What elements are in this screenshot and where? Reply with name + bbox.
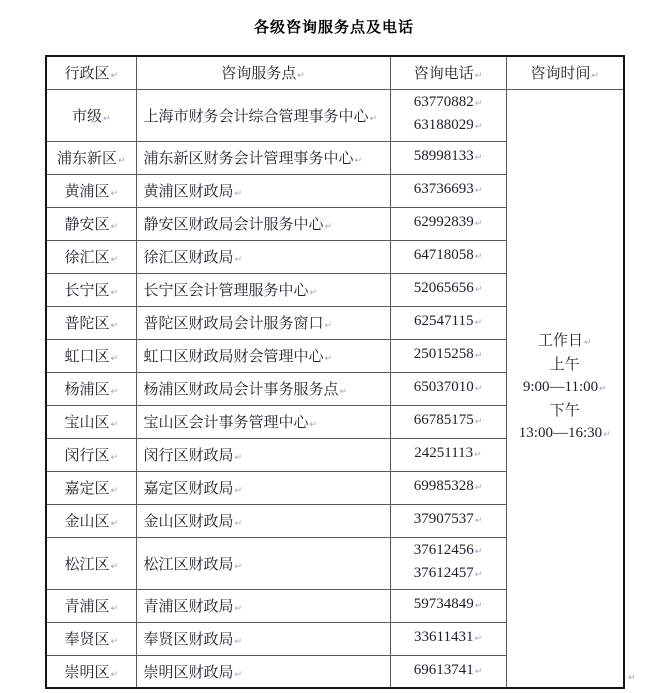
- phone-cell: [390, 306, 506, 339]
- paragraph-mark-icon: ↵: [474, 417, 483, 427]
- paragraph-mark-icon: ↵: [110, 486, 119, 496]
- paragraph-mark-icon: ↵: [110, 189, 119, 199]
- paragraph-mark-icon: ↵: [474, 450, 482, 460]
- district-text: 闵行区: [64, 448, 110, 464]
- paragraph-mark-icon: ↵: [599, 384, 607, 395]
- consult-time-text: 上午: [549, 357, 580, 374]
- district-cell: [46, 622, 136, 655]
- consult-time-text: 9:00—11:00: [522, 379, 599, 396]
- district-cell: [46, 207, 136, 240]
- paragraph-mark-icon: ↵: [474, 601, 483, 611]
- paragraph-mark-icon: ↵: [234, 486, 243, 496]
- district-cell: [46, 589, 136, 622]
- phone-cell: [390, 405, 506, 438]
- phone-cell: [390, 273, 506, 306]
- paragraph-mark-icon: ↵: [324, 321, 333, 331]
- header-district-label: 行政区: [64, 66, 110, 83]
- service-point-cell: [136, 655, 390, 688]
- phone-number-text: 24251113: [414, 445, 474, 461]
- district-cell: [46, 537, 136, 589]
- phone-cell: [390, 207, 506, 240]
- paragraph-mark-icon: ↵: [110, 387, 119, 397]
- header-row: [46, 56, 624, 89]
- service-point-cell: [136, 471, 390, 504]
- consult-time-line: [507, 376, 624, 400]
- table-body: [46, 89, 624, 688]
- district-text: 市级: [71, 108, 102, 125]
- service-point-cell: [136, 207, 390, 240]
- paragraph-mark-icon: ↵: [474, 71, 483, 82]
- phone-number-line: [391, 563, 506, 586]
- district-text: 杨浦区: [64, 382, 110, 398]
- service-point-text: 长宁区会计管理服务中心: [143, 283, 309, 299]
- paragraph-mark-icon: ↵: [234, 453, 243, 463]
- paragraph-mark-icon: ↵: [110, 255, 119, 265]
- phone-number-text: 63736693: [413, 181, 474, 197]
- paragraph-mark-icon: ↵: [474, 666, 483, 677]
- service-point-cell: [136, 537, 390, 589]
- service-point-text: 杨浦区财政局会计事务服务点: [143, 382, 339, 398]
- paragraph-mark-icon: ↵: [474, 634, 482, 644]
- header-time: [506, 56, 624, 89]
- phone-number-text: 58998133: [413, 148, 474, 164]
- service-point-cell: [136, 339, 390, 372]
- phone-number-text: 37612457: [413, 565, 474, 581]
- service-point-cell: [136, 141, 390, 174]
- paragraph-mark-icon: ↵: [110, 288, 119, 298]
- phone-number-line: [391, 311, 506, 334]
- service-point-cell: [136, 89, 390, 141]
- phone-number-line: [391, 443, 506, 466]
- service-point-text: 金山区财政局: [143, 514, 234, 530]
- district-text: 徐汇区: [64, 250, 110, 266]
- consult-time-line: [507, 400, 624, 422]
- phone-number-text: 66785175: [413, 412, 474, 428]
- service-point-text: 浦东新区财务会计管理事务中心: [143, 151, 354, 167]
- phone-cell: [390, 655, 506, 688]
- phone-number-line: [391, 179, 506, 202]
- phone-number-line: [391, 115, 506, 138]
- district-cell: [46, 504, 136, 537]
- header-district: [46, 56, 136, 89]
- consultation-table: [45, 55, 625, 689]
- district-text: 虹口区: [64, 349, 110, 365]
- district-cell: [46, 372, 136, 405]
- consult-time-text: 下午: [549, 403, 580, 420]
- service-point-text: 虹口区财政局财会管理中心: [143, 349, 324, 365]
- paragraph-mark-icon: ↵: [110, 519, 119, 529]
- paragraph-mark-icon: ↵: [474, 318, 482, 328]
- service-point-cell: [136, 273, 390, 306]
- service-point-cell: [136, 372, 390, 405]
- district-text: 松江区: [64, 556, 110, 573]
- phone-cell: [390, 438, 506, 471]
- district-text: 金山区: [64, 514, 110, 530]
- phone-number-line: [391, 92, 506, 115]
- phone-number-text: 65037010: [413, 379, 474, 395]
- paragraph-mark-icon: ↵: [583, 338, 592, 349]
- phone-number-text: 63188029: [413, 117, 474, 133]
- paragraph-mark-icon: ↵: [110, 321, 119, 331]
- paragraph-mark-icon: ↵: [234, 561, 243, 572]
- service-point-text: 闵行区财政局: [143, 448, 234, 464]
- paragraph-mark-icon: ↵: [234, 255, 243, 265]
- service-point-text: 嘉定区财政局: [143, 481, 234, 497]
- phone-number-text: 37907537: [413, 511, 474, 527]
- service-point-cell: [136, 306, 390, 339]
- district-text: 浦东新区: [56, 151, 117, 167]
- district-cell: [46, 273, 136, 306]
- paragraph-mark-icon: ↵: [234, 637, 243, 647]
- consult-time-text: 工作日: [537, 333, 583, 350]
- header-service-point: [136, 56, 390, 89]
- paragraph-mark-icon: ↵: [474, 285, 483, 295]
- phone-cell: [390, 141, 506, 174]
- consult-time-line: [507, 422, 624, 446]
- page-title: 各级咨询服务点及电话: [253, 20, 414, 36]
- phone-cell: [390, 471, 506, 504]
- paragraph-mark-icon: ↵: [309, 288, 318, 298]
- service-point-text: 上海市财务会计综合管理事务中心: [143, 108, 369, 125]
- paragraph-mark-icon: ↵: [110, 420, 119, 430]
- paragraph-mark-icon: ↵: [110, 604, 119, 614]
- phone-number-line: [391, 146, 506, 169]
- district-text: 宝山区: [64, 415, 110, 431]
- consult-time-text: 13:00—16:30: [518, 425, 603, 442]
- district-cell: [46, 174, 136, 207]
- paragraph-mark-icon: ↵: [474, 122, 483, 132]
- paragraph-mark-icon: ↵: [309, 420, 318, 430]
- paragraph-mark-icon: ↵: [474, 99, 483, 109]
- phone-number-line: [391, 509, 506, 532]
- service-point-text: 徐汇区财政局: [143, 250, 234, 266]
- district-cell: [46, 471, 136, 504]
- phone-number-line: [391, 377, 506, 400]
- paragraph-mark-icon: ↵: [474, 547, 483, 557]
- phone-number-line: [391, 540, 506, 563]
- district-cell: [46, 141, 136, 174]
- district-cell: [46, 655, 136, 688]
- paragraph-mark-icon: ↵: [474, 153, 483, 163]
- service-point-cell: [136, 405, 390, 438]
- paragraph-mark-icon: ↵: [474, 351, 483, 361]
- service-point-cell: [136, 438, 390, 471]
- phone-cell: [390, 240, 506, 273]
- phone-cell: [390, 339, 506, 372]
- service-point-text: 青浦区财政局: [143, 599, 234, 615]
- district-cell: [46, 438, 136, 471]
- service-point-text: 奉贤区财政局: [143, 632, 234, 648]
- service-point-text: 宝山区会计事务管理中心: [143, 415, 309, 431]
- phone-number-line: [391, 245, 506, 268]
- service-point-text: 静安区财政局会计服务中心: [143, 217, 324, 233]
- paragraph-mark-icon: ↵: [110, 453, 119, 463]
- service-point-text: 黄浦区财政局: [143, 184, 234, 200]
- phone-number-text: 69985328: [413, 478, 474, 494]
- table-header: [46, 56, 624, 89]
- district-cell: [46, 240, 136, 273]
- paragraph-mark-icon: ↵: [110, 561, 119, 572]
- service-point-cell: [136, 240, 390, 273]
- paragraph-mark-icon: ↵: [110, 71, 119, 82]
- paragraph-mark-icon: ↵: [234, 669, 243, 680]
- paragraph-mark-icon: ↵: [474, 186, 483, 196]
- phone-number-text: 52065656: [413, 280, 474, 296]
- consult-time-line: [507, 330, 624, 354]
- paragraph-mark-icon: ↵: [234, 519, 243, 529]
- phone-number-text: 62547115: [414, 313, 474, 329]
- phone-number-text: 69613741: [413, 661, 474, 678]
- header-time-label: 咨询时间: [530, 66, 591, 83]
- district-cell: [46, 339, 136, 372]
- phone-number-text: 37612456: [413, 542, 474, 558]
- phone-cell: [390, 372, 506, 405]
- service-point-text: 崇明区财政局: [143, 664, 234, 681]
- service-point-cell: [136, 174, 390, 207]
- phone-cell: [390, 537, 506, 589]
- phone-number-line: [391, 278, 506, 301]
- paragraph-mark-icon: ↵: [110, 354, 119, 364]
- district-text: 崇明区: [64, 664, 110, 681]
- paragraph-mark-icon: ↵: [102, 113, 111, 124]
- phone-number-line: [391, 344, 506, 367]
- header-service-point-label: 咨询服务点: [221, 66, 297, 83]
- district-text: 长宁区: [64, 283, 110, 299]
- paragraph-mark-icon: ↵: [354, 156, 363, 166]
- service-point-cell: [136, 504, 390, 537]
- table-row: [46, 89, 624, 141]
- phone-cell: [390, 174, 506, 207]
- paragraph-mark-icon: ↵: [110, 637, 119, 647]
- phone-number-line: [391, 627, 506, 650]
- district-cell: [46, 306, 136, 339]
- district-text: 普陀区: [64, 316, 110, 332]
- phone-cell: [390, 89, 506, 141]
- paragraph-mark-icon: ↵: [474, 516, 483, 526]
- paragraph-mark-icon: ↵: [474, 252, 483, 262]
- phone-number-line: [391, 410, 506, 433]
- phone-number-line: [391, 476, 506, 499]
- paragraph-mark-icon: ↵: [603, 430, 611, 441]
- phone-cell: [390, 589, 506, 622]
- paragraph-mark-icon: ↵: [339, 387, 348, 397]
- district-text: 奉贤区: [64, 632, 110, 648]
- paragraph-mark-icon: ↵: [324, 354, 333, 364]
- district-text: 静安区: [64, 217, 110, 233]
- phone-number-text: 63770882: [413, 94, 474, 110]
- paragraph-mark-icon: ↵: [474, 483, 483, 493]
- paragraph-mark-icon: ↵: [628, 673, 636, 683]
- paragraph-mark-icon: ↵: [591, 71, 600, 82]
- phone-cell: [390, 622, 506, 655]
- service-point-text: 普陀区财政局会计服务窗口: [143, 316, 324, 332]
- service-point-cell: [136, 589, 390, 622]
- district-text: 黄浦区: [64, 184, 110, 200]
- phone-number-line: [391, 594, 506, 617]
- phone-number-text: 64718058: [413, 247, 474, 263]
- paragraph-mark-icon: ↵: [110, 222, 119, 232]
- paragraph-mark-icon: ↵: [117, 156, 126, 166]
- paragraph-mark-icon: ↵: [297, 71, 305, 82]
- header-phone: [390, 56, 506, 89]
- phone-number-text: 62992839: [413, 214, 474, 230]
- paragraph-mark-icon: ↵: [474, 384, 483, 394]
- phone-number-line: [391, 660, 506, 683]
- consult-time-line: [507, 354, 624, 376]
- header-phone-label: 咨询电话: [413, 66, 474, 83]
- district-cell: [46, 405, 136, 438]
- service-point-cell: [136, 622, 390, 655]
- phone-number-text: 25015258: [413, 346, 474, 362]
- phone-number-line: [391, 212, 506, 235]
- paragraph-mark-icon: ↵: [474, 570, 483, 580]
- paragraph-mark-icon: ↵: [324, 222, 333, 232]
- paragraph-mark-icon: ↵: [234, 604, 243, 614]
- service-point-text: 松江区财政局: [143, 556, 234, 573]
- consult-time-cell: [506, 89, 624, 688]
- district-text: 青浦区: [64, 599, 110, 615]
- paragraph-mark-icon: ↵: [110, 669, 119, 680]
- district-text: 嘉定区: [64, 481, 110, 497]
- phone-cell: [390, 504, 506, 537]
- phone-number-text: 59734849: [413, 596, 474, 612]
- paragraph-mark-icon: ↵: [474, 219, 483, 229]
- paragraph-mark-icon: ↵: [369, 113, 378, 124]
- phone-number-text: 33611431: [414, 629, 474, 645]
- district-cell: [46, 89, 136, 141]
- paragraph-mark-icon: ↵: [234, 189, 243, 199]
